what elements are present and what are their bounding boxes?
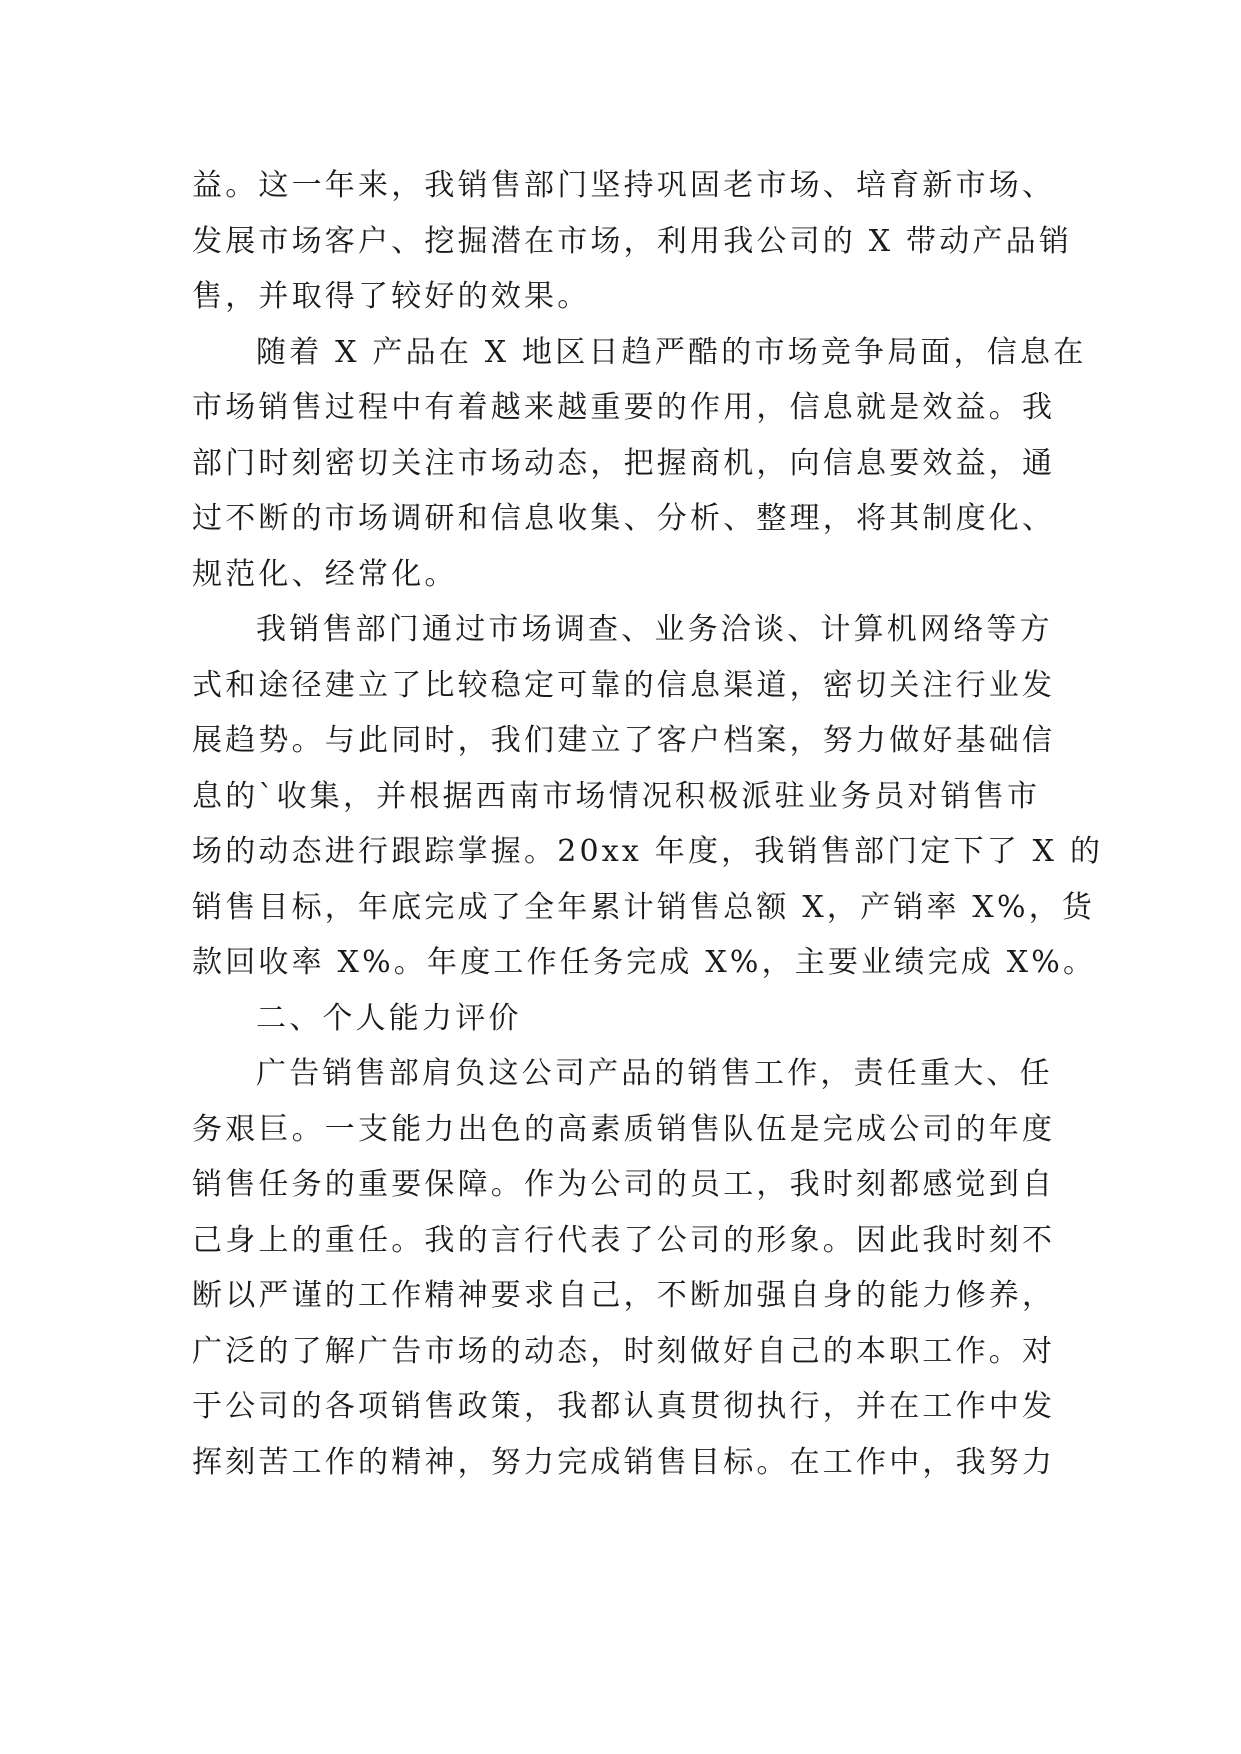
paragraph-first-line: 我销售部门通过市场调查、业务洽谈、计算机网络等方 <box>256 612 1053 647</box>
paragraph-line: 务艰巨。一支能力出色的高素质销售队伍是完成公司的年度 <box>192 1111 1056 1147</box>
paragraph-line: 规范化、经常化。 <box>192 556 458 592</box>
paragraph-line: 己身上的重任。我的言行代表了公司的形象。因此我时刻不 <box>192 1222 1056 1258</box>
paragraph-line: 发展市场客户、挖掘潜在市场，利用我公司的 X 带动产品销 <box>192 223 1073 259</box>
paragraph-line: 场的动态进行跟踪掌握。20xx 年度，我销售部门定下了 X 的 <box>192 834 1104 869</box>
paragraph-line: 展趋势。与此同时，我们建立了客户档案，努力做好基础信 <box>192 723 1056 758</box>
paragraph-line: 销售任务的重要保障。作为公司的员工，我时刻都感觉到自 <box>192 1167 1056 1202</box>
paragraph-first-line: 广告销售部肩负这公司产品的销售工作，责任重大、任 <box>256 1056 1053 1091</box>
paragraph-first-line: 二、个人能力评价 <box>256 1000 522 1036</box>
paragraph-line: 挥刻苦工作的精神，努力完成销售目标。在工作中，我努力 <box>192 1444 1056 1480</box>
paragraph-line: 款回收率 X%。年度工作任务完成 X%，主要业绩完成 X%。 <box>192 945 1097 980</box>
paragraph-line: 广泛的了解广告市场的动态，时刻做好自己的本职工作。对 <box>192 1333 1056 1369</box>
paragraph-line: 式和途径建立了比较稳定可靠的信息渠道，密切关注行业发 <box>192 667 1056 703</box>
paragraph-line: 于公司的各项销售政策，我都认真贯彻执行，并在工作中发 <box>192 1389 1056 1424</box>
paragraph-line: 益。这一年来，我销售部门坚持巩固老市场、培育新市场、 <box>192 168 1056 203</box>
paragraph-line: 部门时刻密切关注市场动态，把握商机，向信息要效益，通 <box>192 445 1056 481</box>
paragraph-first-line: 随着 X 产品在 X 地区日趋严酷的市场竞争局面，信息在 <box>256 334 1087 370</box>
paragraph-line: 息的`收集，并根据西南市场情况积极派驻业务员对销售市 <box>192 778 1041 814</box>
document-body <box>192 158 1104 1490</box>
paragraph-line: 过不断的市场调研和信息收集、分析、整理，将其制度化、 <box>192 501 1056 536</box>
paragraph-line: 市场销售过程中有着越来越重要的作用，信息就是效益。我 <box>192 390 1056 425</box>
paragraph-line: 断以严谨的工作精神要求自己，不断加强自身的能力修养， <box>192 1278 1056 1313</box>
paragraph-line: 售，并取得了较好的效果。 <box>192 279 591 314</box>
paragraph-line: 销售目标，年底完成了全年累计销售总额 X，产销率 X%，货 <box>192 889 1096 925</box>
